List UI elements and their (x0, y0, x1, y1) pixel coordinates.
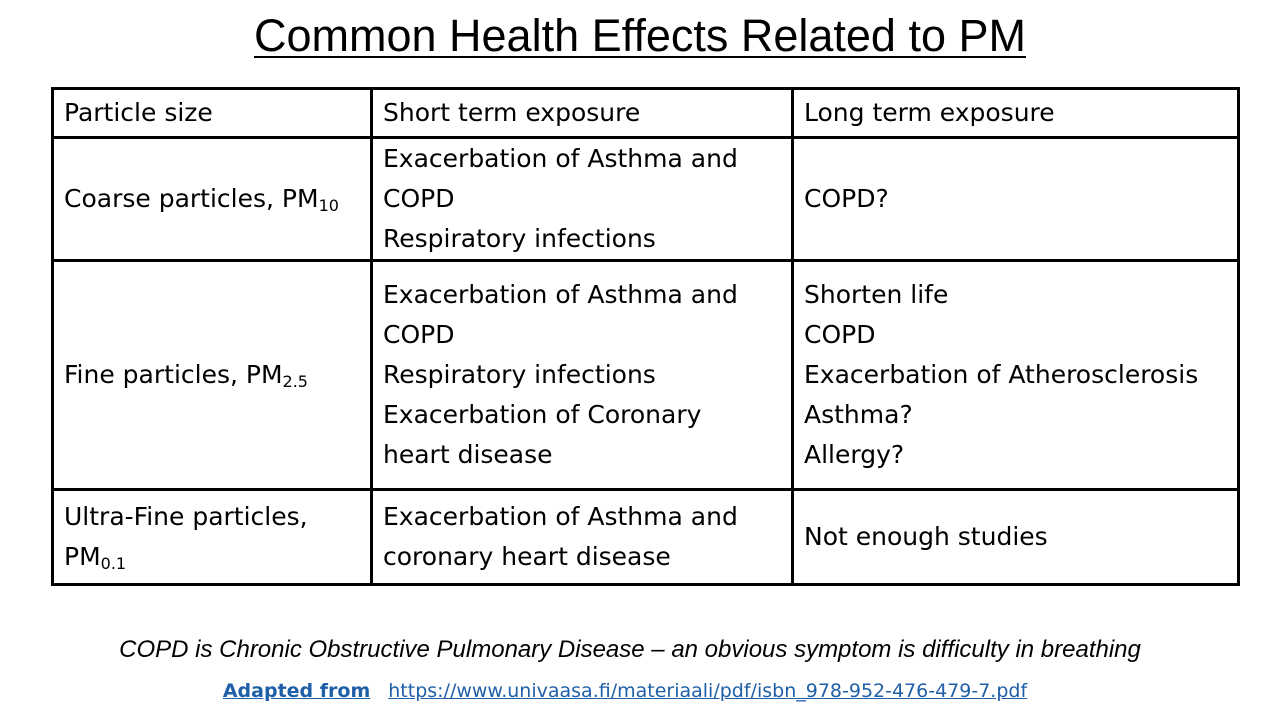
effect-line: Exacerbation of Asthma and (383, 280, 738, 309)
table-row (53, 138, 1239, 261)
cell-short-term (372, 261, 793, 490)
size-subscript: 2.5 (282, 372, 308, 391)
table-header-row (53, 89, 1239, 138)
header-long-term: Long term exposure (793, 89, 1239, 138)
cell-particle-size (53, 490, 372, 585)
effect-line: Exacerbation of Asthma and (383, 144, 738, 173)
effect-line: Shorten life (804, 280, 949, 309)
health-effects-table (51, 87, 1240, 586)
effect-line: COPD? (804, 184, 889, 213)
copd-definition-note: COPD is Chronic Obstructive Pulmonary Disease – an obvious symptom is difficulty in breathing (119, 636, 1141, 663)
size-subscript: 10 (318, 196, 339, 215)
effect-line: Not enough studies (804, 522, 1048, 551)
effect-line: coronary heart disease (383, 542, 671, 571)
size-subscript: 0.1 (100, 554, 127, 573)
effect-line: Respiratory infections (383, 360, 656, 389)
cell-particle-size (53, 261, 372, 490)
table-row (53, 490, 1239, 585)
effect-line: COPD (383, 184, 455, 213)
effect-line: heart disease (383, 440, 553, 469)
effect-line: COPD (383, 320, 455, 349)
cell-short-term (372, 138, 793, 261)
cell-short-term (372, 490, 793, 585)
size-label: Coarse particles, PM (64, 184, 319, 213)
effect-line: Allergy? (804, 440, 905, 469)
size-label: Ultra-Fine particles, (64, 502, 308, 531)
table-row (53, 261, 1239, 490)
effect-line: Exacerbation of Atherosclerosis (804, 360, 1199, 389)
source-link[interactable] (0, 676, 1250, 706)
effect-line: COPD (804, 320, 876, 349)
cell-long-term (793, 261, 1239, 490)
cell-long-term (793, 138, 1239, 261)
source-url[interactable]: https://www.univaasa.fi/materiaali/pdf/isbn_978-952-476-479-7.pdf (388, 680, 1028, 702)
size-label: Fine particles, PM (64, 360, 283, 389)
effect-line: Exacerbation of Asthma and (383, 502, 738, 531)
effect-line: Exacerbation of Coronary (383, 400, 702, 429)
slide-title: Common Health Effects Related to PM (253, 10, 1026, 61)
size-label: PM (64, 542, 101, 571)
effect-line: Respiratory infections (383, 224, 656, 253)
header-particle-size: Particle size (53, 89, 372, 138)
source-label[interactable]: Adapted from (222, 680, 371, 702)
effect-line: Asthma? (804, 400, 913, 429)
cell-long-term (793, 490, 1239, 585)
header-short-term: Short term exposure (372, 89, 793, 138)
cell-particle-size (53, 138, 372, 261)
